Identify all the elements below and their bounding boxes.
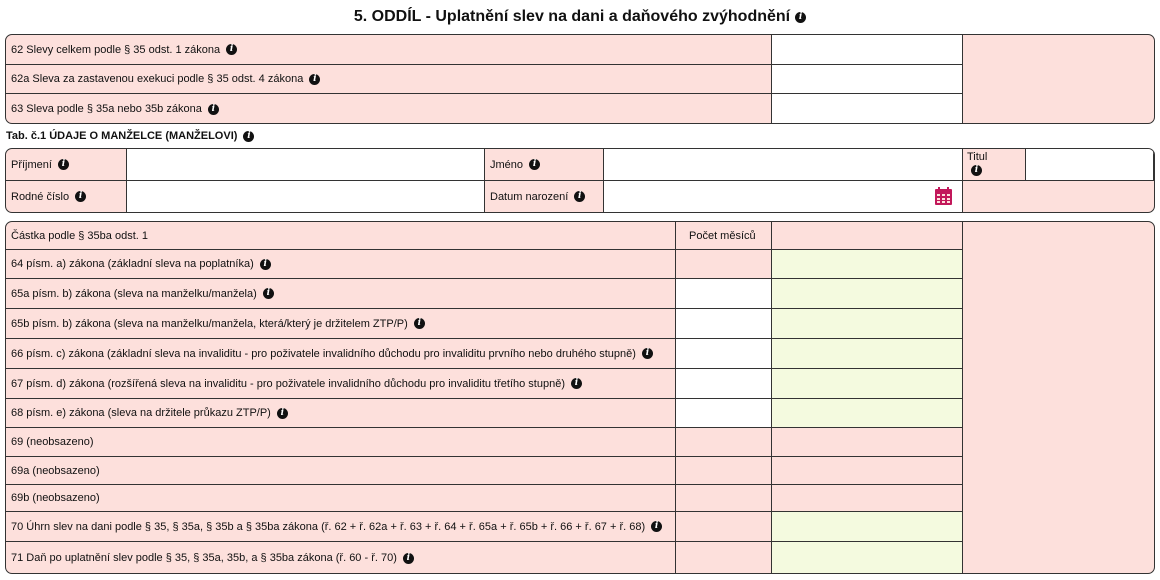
row-71-amount	[772, 542, 963, 574]
row-69-months	[676, 428, 772, 457]
section-title	[0, 0, 1160, 34]
spouse-panel	[5, 148, 1155, 213]
row-66-months-input[interactable]	[676, 339, 772, 369]
row-65b-amount	[772, 309, 963, 339]
row-64-label: 64 písm. a) zákona (základní sleva na poplatníka) i	[6, 250, 676, 279]
surname-label: Příjmení i	[6, 149, 127, 181]
info-icon[interactable]: i	[309, 74, 320, 85]
row-67-amount	[772, 369, 963, 399]
row-66-amount	[772, 339, 963, 369]
title-label: Titul i	[963, 149, 1026, 181]
info-icon[interactable]: i	[795, 12, 806, 23]
birth-number-input[interactable]	[127, 181, 485, 213]
row-69a-months	[676, 457, 772, 485]
info-icon[interactable]: i	[971, 165, 982, 176]
row-65a-months-input[interactable]	[676, 279, 772, 309]
row-62-label: 62 Slevy celkem podle § 35 odst. 1 zákona i	[6, 35, 772, 65]
row-62a-amount-input[interactable]	[772, 65, 963, 94]
row-67-label: 67 písm. d) zákona (rozšířená sleva na invaliditu - pro poživatele invalidního důchodu pro invaliditu třetího stupně) i	[6, 369, 676, 399]
row-69a-label: 69a (neobsazeno)	[6, 457, 676, 485]
row-71-months	[676, 542, 772, 574]
spouse-heading: Tab. č.1 ÚDAJE O MANŽELCE (MANŽELOVI) i	[6, 130, 254, 142]
row-71-label: 71 Daň po uplatnění slev podle § 35, § 35a, 35b, a § 35ba zákona (ř. 60 - ř. 70) i	[6, 542, 676, 574]
relief-header-label: Částka podle § 35ba odst. 1	[6, 222, 676, 250]
row-65a-amount	[772, 279, 963, 309]
section-title-text: 5. ODDÍL - Uplatnění slev na dani a daňového zvýhodnění	[353, 8, 791, 25]
title-input[interactable]	[1026, 149, 1154, 181]
info-icon[interactable]: i	[260, 259, 271, 270]
relief-table-panel	[5, 221, 1155, 574]
row-70-label: 70 Úhrn slev na dani podle § 35, § 35a, § 35b a § 35ba zákona (ř. 62 + ř. 62a + ř. 63 + ř. 64 + ř. 65a + ř. 65b + ř. 66 + ř. 67 + ř. 68) i	[6, 512, 676, 542]
row-64-amount	[772, 250, 963, 279]
row-68-amount	[772, 399, 963, 428]
row-63-label: 63 Sleva podle § 35a nebo 35b zákona i	[6, 94, 772, 124]
info-icon[interactable]: i	[226, 44, 237, 55]
row-70-amount	[772, 512, 963, 542]
info-icon[interactable]: i	[414, 318, 425, 329]
row-62a-label: 62a Sleva za zastavenou exekuci podle § 35 odst. 4 zákona i	[6, 65, 772, 94]
row-66-label: 66 písm. c) zákona (základní sleva na invaliditu - pro poživatele invalidního důchodu pro invaliditu prvního nebo druhého stupně) i	[6, 339, 676, 369]
info-icon[interactable]: i	[571, 378, 582, 389]
name-label: Jméno i	[485, 149, 604, 181]
row-65a-label: 65a písm. b) zákona (sleva na manželku/manžela) i	[6, 279, 676, 309]
row-68-label: 68 písm. e) zákona (sleva na držitele průkazu ZTP/P) i	[6, 399, 676, 428]
amount-header	[772, 222, 963, 250]
row-69b-amount	[772, 485, 963, 512]
row-70-months	[676, 512, 772, 542]
row-69b-label: 69b (neobsazeno)	[6, 485, 676, 512]
row-62-amount-input[interactable]	[772, 35, 963, 65]
info-icon[interactable]: i	[651, 521, 662, 532]
row-69-amount	[772, 428, 963, 457]
info-icon[interactable]: i	[529, 159, 540, 170]
row-68-months-input[interactable]	[676, 399, 772, 428]
info-icon[interactable]: i	[58, 159, 69, 170]
tax-relief-summary-panel	[5, 34, 1155, 124]
info-icon[interactable]: i	[208, 104, 219, 115]
info-icon[interactable]: i	[263, 288, 274, 299]
info-icon[interactable]: i	[574, 191, 585, 202]
birth-number-label: Rodné číslo i	[6, 181, 127, 213]
info-icon[interactable]: i	[642, 348, 653, 359]
row-69b-months	[676, 485, 772, 512]
row-65b-months-input[interactable]	[676, 309, 772, 339]
info-icon[interactable]: i	[243, 131, 254, 142]
months-header: Počet měsíců	[676, 222, 772, 250]
surname-input[interactable]	[127, 149, 485, 181]
name-input[interactable]	[604, 149, 963, 181]
info-icon[interactable]: i	[75, 191, 86, 202]
birth-date-input[interactable]	[604, 181, 963, 213]
info-icon[interactable]: i	[277, 408, 288, 419]
row-63-amount-input[interactable]	[772, 94, 963, 124]
row-65b-label: 65b písm. b) zákona (sleva na manželku/manžela, která/který je držitelem ZTP/P) i	[6, 309, 676, 339]
row-69-label: 69 (neobsazeno)	[6, 428, 676, 457]
row-67-months-input[interactable]	[676, 369, 772, 399]
row-69a-amount	[772, 457, 963, 485]
calendar-icon[interactable]	[934, 187, 953, 206]
birth-date-label: Datum narození i	[485, 181, 604, 213]
info-icon[interactable]: i	[403, 553, 414, 564]
row-64-months	[676, 250, 772, 279]
